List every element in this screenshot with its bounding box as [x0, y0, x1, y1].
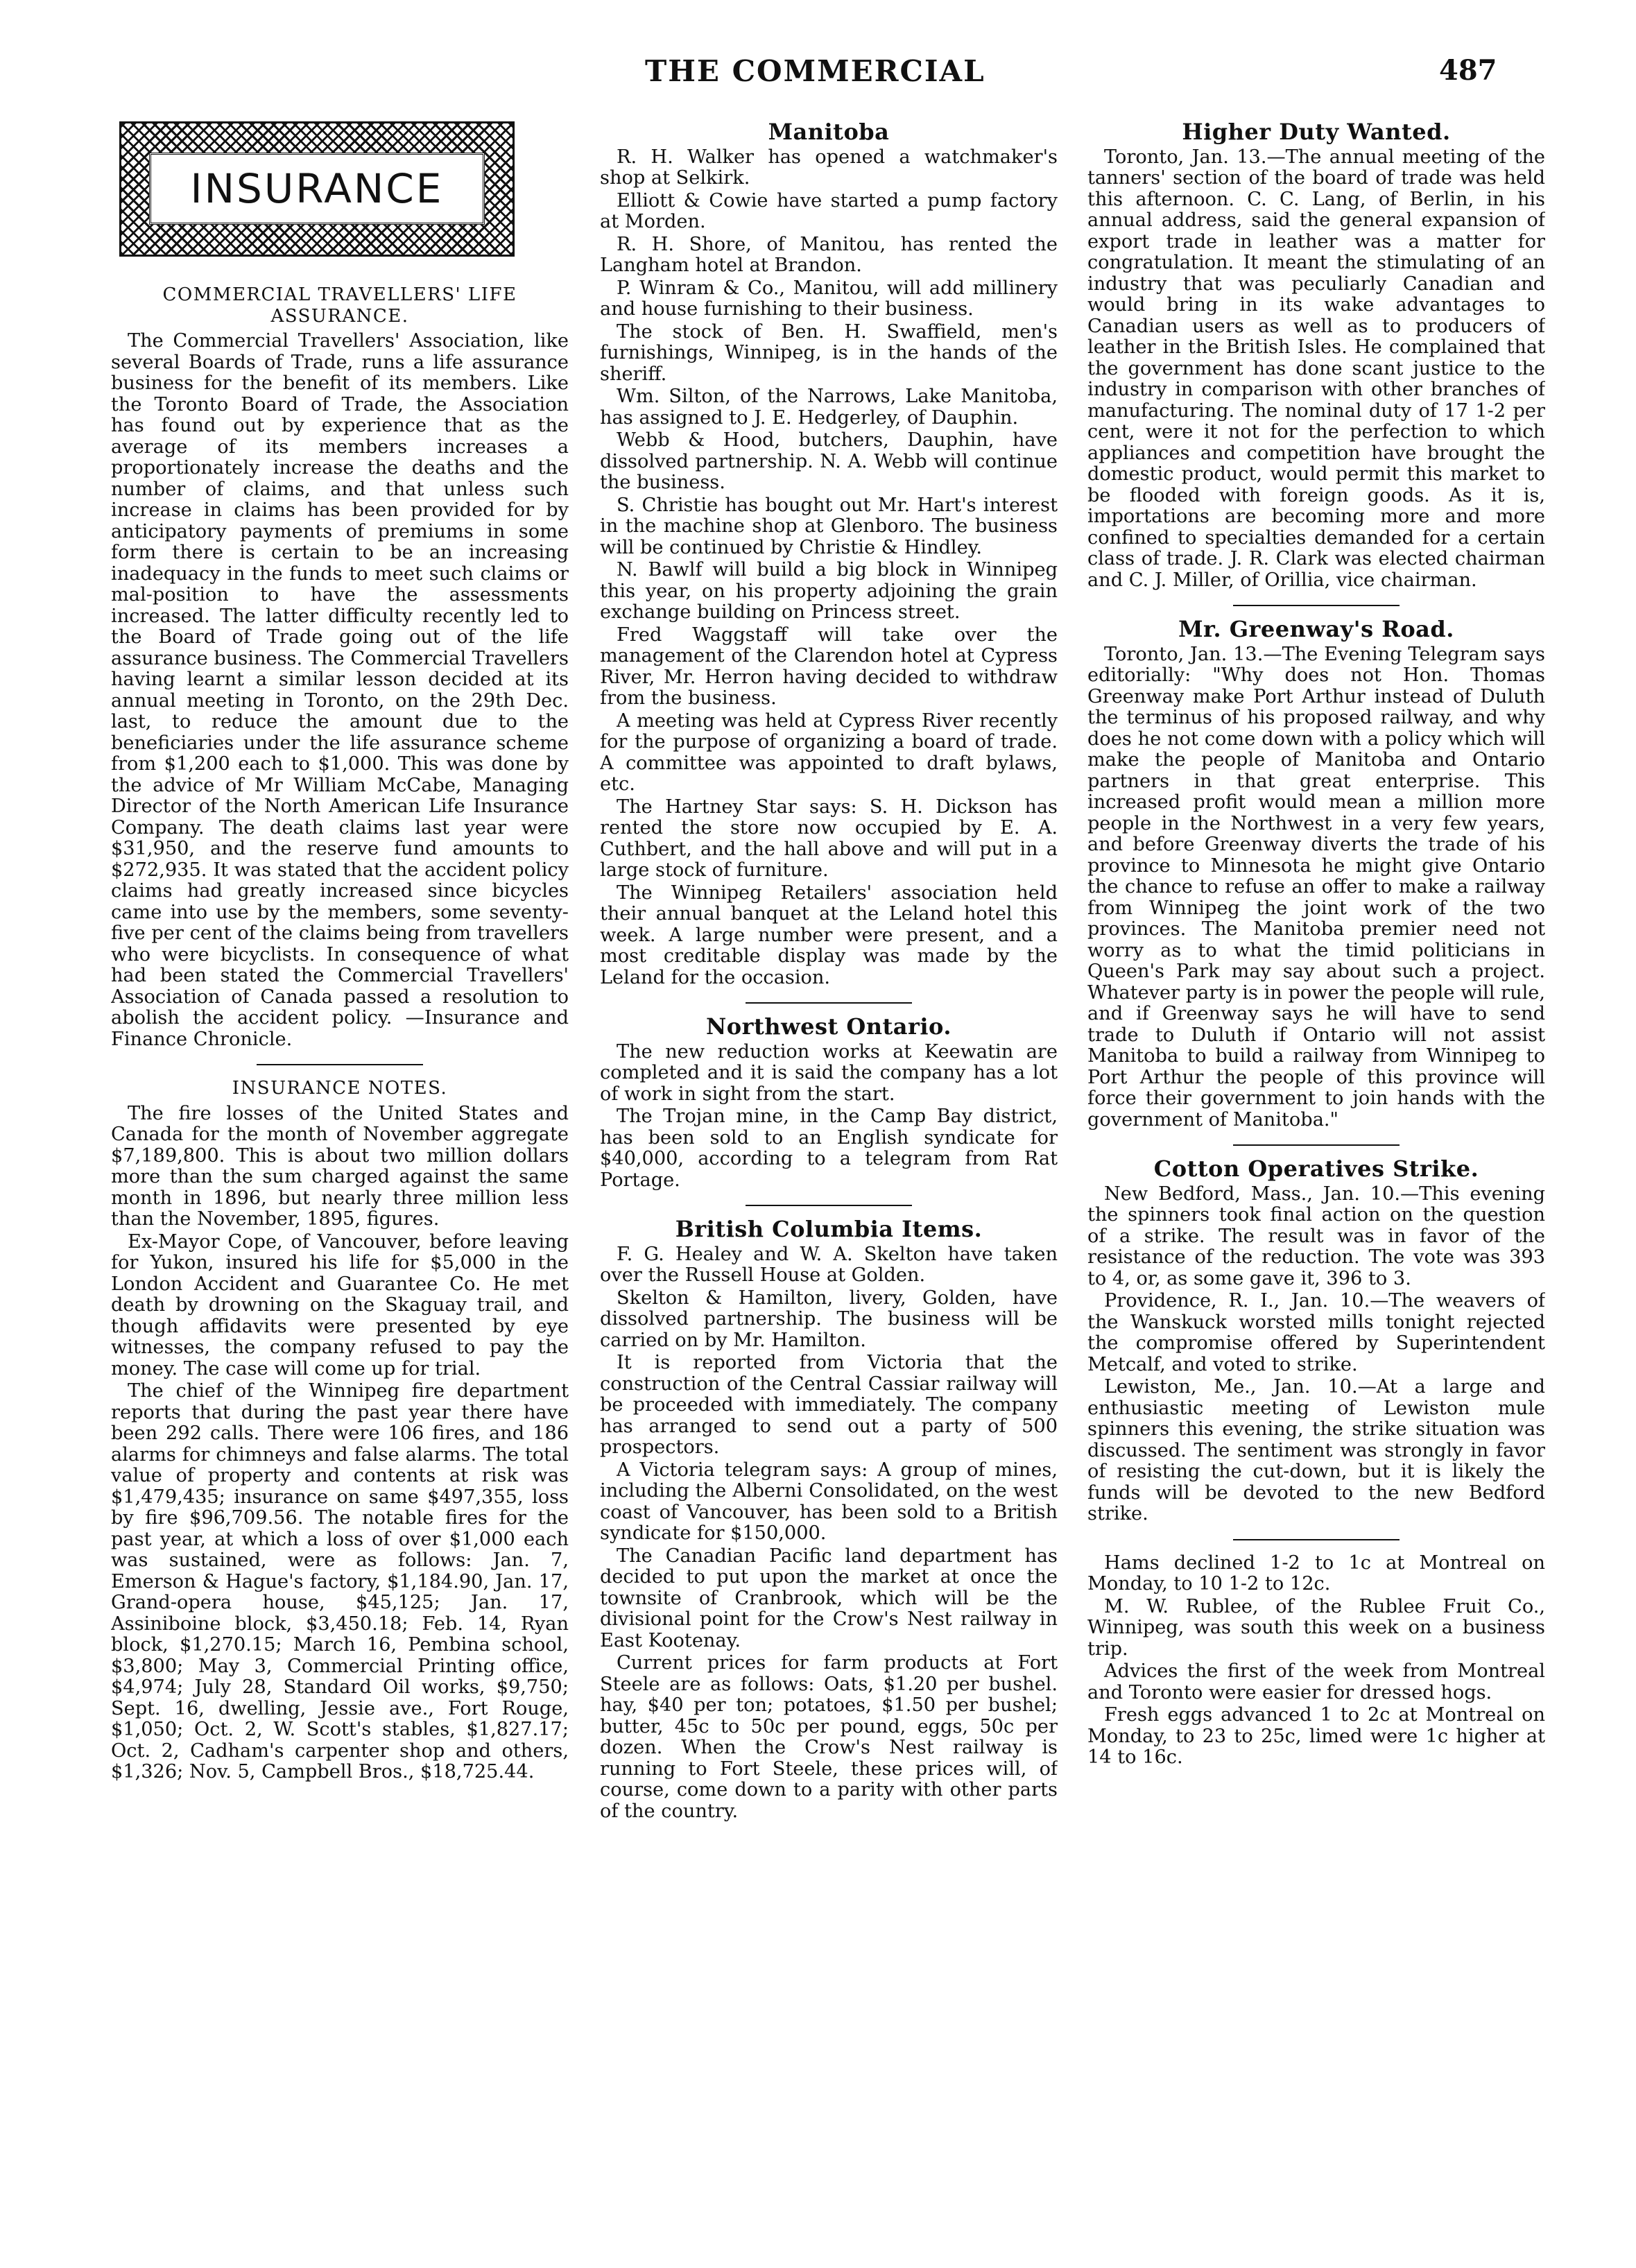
news-item: Current prices for farm products at Fort Steele are as follows: Oats, $1.20 per bushel. hay, $40 per ton; potatoes, $1.50 per bushel; butter, 45c to 50c per pound, eggs, 50c per dozen. When the Crow's Nest railway is running to Fort Steele, these prices will, of course, come down to a parity with other parts of the country. — [600, 1652, 1058, 1822]
news-item: Hams declined 1-2 to 1c at Montreal on Monday, to 10 1-2 to 12c. — [1087, 1552, 1545, 1595]
news-item: S. Christie has bought out Mr. Hart's interest in the machine shop at Glenboro. The business will be continued by Christie & Hindley. — [600, 494, 1058, 558]
news-item: Elliott & Cowie have started a pump factory at Morden. — [600, 189, 1058, 232]
article-paragraph: The fire losses of the United States and Canada for the month of November aggregate $7,189,800. This is about two million dollars more than the sum charged against the same month in 1896, but nearly three million less than the November, 1895, figures. — [111, 1102, 569, 1230]
article-paragraph: New Bedford, Mass., Jan. 10.—This evening the spinners took final action on the question of a strike. The result was in favor of the resistance of the reduction. The vote was 393 to 4, or, as some gave it, 396 to 3. — [1087, 1183, 1545, 1289]
article-paragraph: Toronto, Jan. 13.—The Evening Telegram says editorially: "Why does not Hon. Thomas Greenway make Port Arthur instead of Duluth the terminus of his proposed railway, and why does he not come down with a policy which will make the people of Manitoba and Ontario partners in that great enterprise. This increased profit would mean a million more people in the Northwest in a very few years, and before Greenway diverts the trade of his province to Minnesota he might give Ontario the chance to refuse an offer to make a railway from Winnipeg the joint work of the two provinces. The Manitoba premier need not worry as to what the timid politicians in Queen's Park may say about such a project. Whatever party is in power the people will rule, and if Greenway says he will have to send trade to Duluth if Ontario will not assist Manitoba to build a railway from Winnipeg to Port Arthur the people of this province will force their government to join hands with the government of Manitoba." — [1087, 643, 1545, 1131]
news-item: Skelton & Hamilton, livery, Golden, have dissolved partnership. The business will be carried on by Mr. Hamilton. — [600, 1287, 1058, 1351]
section-divider — [257, 1064, 423, 1065]
news-item: R. H. Shore, of Manitou, has rented the Langham hotel at Brandon. — [600, 233, 1058, 276]
article-paragraph: The Commercial Travellers' Association, like several Boards of Trade, runs a life assurance business for the benefit of its members. Like the Toronto Board of Trade, the Association has found out by experience that as the average of its members increases a proportionately increase the deaths and the number of claims, and that unless such increase in claims has been provided for by anticipatory payments of premiums in some form there is certain to be an increasing inadequacy in the funds to meet such claims or mal-position to have the assessments increased. The latter difficulty recently led to the Board of Trade going out of the life assurance business. The Commercial Travellers having learnt a similar lesson decided at its annual meeting in Toronto, on the 29th Dec. last, to reduce the amount due to the beneficiaries under the life assurance scheme from $1,200 each to $1,000. This was done by the advice of Mr William McCabe, Managing Director of the North American Life Insurance Company. The death claims last year were $31,950, and the reserve fund amounts to $272,935. It was stated that the accident policy claims had greatly increased since bicycles came into use by the members, some seventy-five per cent of the claims being from travellers who were bicyclists. In consequence of what had been stated the Commercial Travellers' Association of Canada passed a resolution to abolish the accident policy. —Insurance and Finance Chronicle. — [111, 330, 569, 1050]
section-divider — [1233, 1539, 1400, 1540]
column-1 — [111, 121, 569, 2237]
insurance-banner — [119, 121, 515, 257]
news-item: N. Bawlf will build a big block in Winnipeg this year, on his property adjoining the grain exchange building on Princess street. — [600, 559, 1058, 623]
news-item: P. Winram & Co., Manitou, will add millinery and house furnishing to their business. — [600, 277, 1058, 320]
article-title: Cotton Operatives Strike. — [1153, 1156, 1479, 1182]
news-item: Fresh eggs advanced 1 to 2c at Montreal on Monday, to 23 to 25c, limed were 1c higher at 14 to 16c. — [1087, 1704, 1545, 1768]
news-item: The Canadian Pacific land department has decided to put upon the market at once the townsite of Cranbrook, which will be the divisional point for the Crow's Nest railway in East Kootenay. — [600, 1545, 1058, 1651]
news-item: The Trojan mine, in the Camp Bay district, has been sold to an English syndicate for $40,000, according to a telegram from Rat Portage. — [600, 1106, 1058, 1191]
news-item: Webb & Hood, butchers, Dauphin, have dissolved partnership. N. A. Webb will continue the business. — [600, 429, 1058, 493]
news-item: The stock of Ben. H. Swaffield, men's furnishings, Winnipeg, is in the hands of the sheriff. — [600, 320, 1058, 385]
news-item: Advices the first of the week from Montreal and Toronto were easier for dressed hogs. — [1087, 1660, 1545, 1703]
article-title: British Columbia Items. — [675, 1216, 983, 1242]
article-title: Higher Duty Wanted. — [1182, 121, 1451, 145]
column-3 — [1087, 121, 1545, 2237]
insurance-banner-label: INSURANCE — [149, 153, 485, 225]
news-item: The Winnipeg Retailers' association held their annual banquet at the Leland hotel this week. A large number were present, and a most creditable display was made by the Leland for the occasion. — [600, 882, 1058, 988]
page-number: 487 — [1439, 54, 1497, 87]
section-divider — [746, 1002, 912, 1004]
news-item: M. W. Rublee, of the Rublee Fruit Co., Winnipeg, was south this week on a business trip. — [1087, 1595, 1545, 1660]
news-item: A meeting was held at Cypress River recently for the purpose of organizing a board of trade. A committee was appointed to draft bylaws, etc. — [600, 710, 1058, 795]
article-paragraph: Lewiston, Me., Jan. 10.—At a large and enthusiastic meeting of Lewiston mule spinners this evening, the strike situation was discussed. The sentiment was strongly in favor of resisting the cut-down, but it is likely the funds will be devoted to the new Bedford strike. — [1087, 1376, 1545, 1524]
news-item: It is reported from Victoria that the construction of the Central Cassiar railway will be proceeded with immediately. The company has arranged to send out a party of 500 prospectors. — [600, 1352, 1058, 1458]
section-divider — [1233, 605, 1400, 606]
masthead — [0, 54, 1636, 96]
news-item: A Victoria telegram says: A group of mines, including the Alberni Consolidated, on the west coast of Vancouver, has been sold to a British syndicate for $150,000. — [600, 1459, 1058, 1544]
article-paragraph: Ex-Mayor Cope, of Vancouver, before leaving for Yukon, insured his life for $5,000 in the London Accident and Guarantee Co. He met death by drowning on the Skaguay trail, and though affidavits were presented by eye witnesses, the company refused to pay the money. The case will come up for trial. — [111, 1230, 569, 1380]
news-item: Wm. Silton, of the Narrows, Lake Manitoba, has assigned to J. E. Hedgerley, of Dauphin. — [600, 386, 1058, 429]
news-item: Fred Waggstaff will take over the management of the Clarendon hotel at Cypress River, Mr. Herron having decided to withdraw from the business. — [600, 624, 1058, 709]
publication-title: THE COMMERCIAL — [645, 54, 985, 88]
article-paragraph: Toronto, Jan. 13.—The annual meeting of the tanners' section of the board of trade was held this afternoon. C. C. Lang, of Berlin, in his annual address, said the general expansion of export trade in leather was a matter for congratulation. It meant the stimulating of an industry that was peculiarly Canadian and would bring in its wake advantages to Canadian users as well as to producers of leather in the British Isles. He complained that the government has done scant justice to the industry in comparison with other branches of manufacturing. The nominal duty of 17 1-2 per cent, were it not for the perfection to which appliances and competition have brought the domestic product, would permit this market to be flooded with foreign goods. As it is, importations are becoming more and more confined to specialties demanded for a certain class of trade. J. R. Clark was elected chairman and C. J. Miller, of Orillia, vice chairman. — [1087, 146, 1545, 591]
section-divider — [746, 1205, 912, 1206]
section-divider — [1233, 1144, 1400, 1146]
news-item: The new reduction works at Keewatin are completed and it is said the company has a lot of work in sight from the start. — [600, 1040, 1058, 1105]
news-item: F. G. Healey and W. A. Skelton have taken over the Russell House at Golden. — [600, 1243, 1058, 1286]
article-title: Mr. Greenway's Road. — [1178, 616, 1454, 642]
column-2 — [600, 121, 1058, 2237]
news-item: The Hartney Star says: S. H. Dickson has rented the store now occupied by E. A. Cuthbert, and the hall above and will put in a large stock of furniture. — [600, 796, 1058, 881]
article-paragraph: The chief of the Winnipeg fire department reports that during the past year there have been 292 calls. There were 106 fires, and 186 alarms for chimneys and false alarms. The total value of property and contents at risk was $1,479,435; insurance on same $497,355, loss by fire $96,709.56. The notable fires for the past year, at which a loss of over $1,000 each was sustained, were as follows: Jan. 7, Emerson & Hague's factory, $1,184.90, Jan. 17, Grand-opera house, $45,125; Jan. 17, Assiniboine block, $3,450.18; Feb. 14, Ryan block, $1,270.15; March 16, Pembina school, $3,800; May 3, Commercial Printing office, $4,974; July 28, Standard Oil works, $9,750; Sept. 16, dwelling, Jessie ave., Fort Rouge, $1,050; Oct. 2, W. Scott's stables, $1,827.17; Oct. 2, Cadham's carpenter shop and others, $1,326; Nov. 5, Campbell Bros., $18,725.44. — [111, 1380, 569, 1782]
article-title: INSURANCE NOTES. — [232, 1078, 448, 1099]
article-paragraph: Providence, R. I., Jan. 10.—The weavers of the Wanskuck worsted mills tonight rejected the compromise offered by Superintendent Metcalf, and voted to strike. — [1087, 1290, 1545, 1375]
news-item: R. H. Walker has opened a watchmaker's shop at Selkirk. — [600, 146, 1058, 189]
article-title: Northwest Ontario. — [706, 1013, 952, 1040]
article-title: Manitoba — [768, 121, 890, 145]
article-title: COMMERCIAL TRAVELLERS' LIFE ASSURANCE. — [162, 284, 517, 327]
